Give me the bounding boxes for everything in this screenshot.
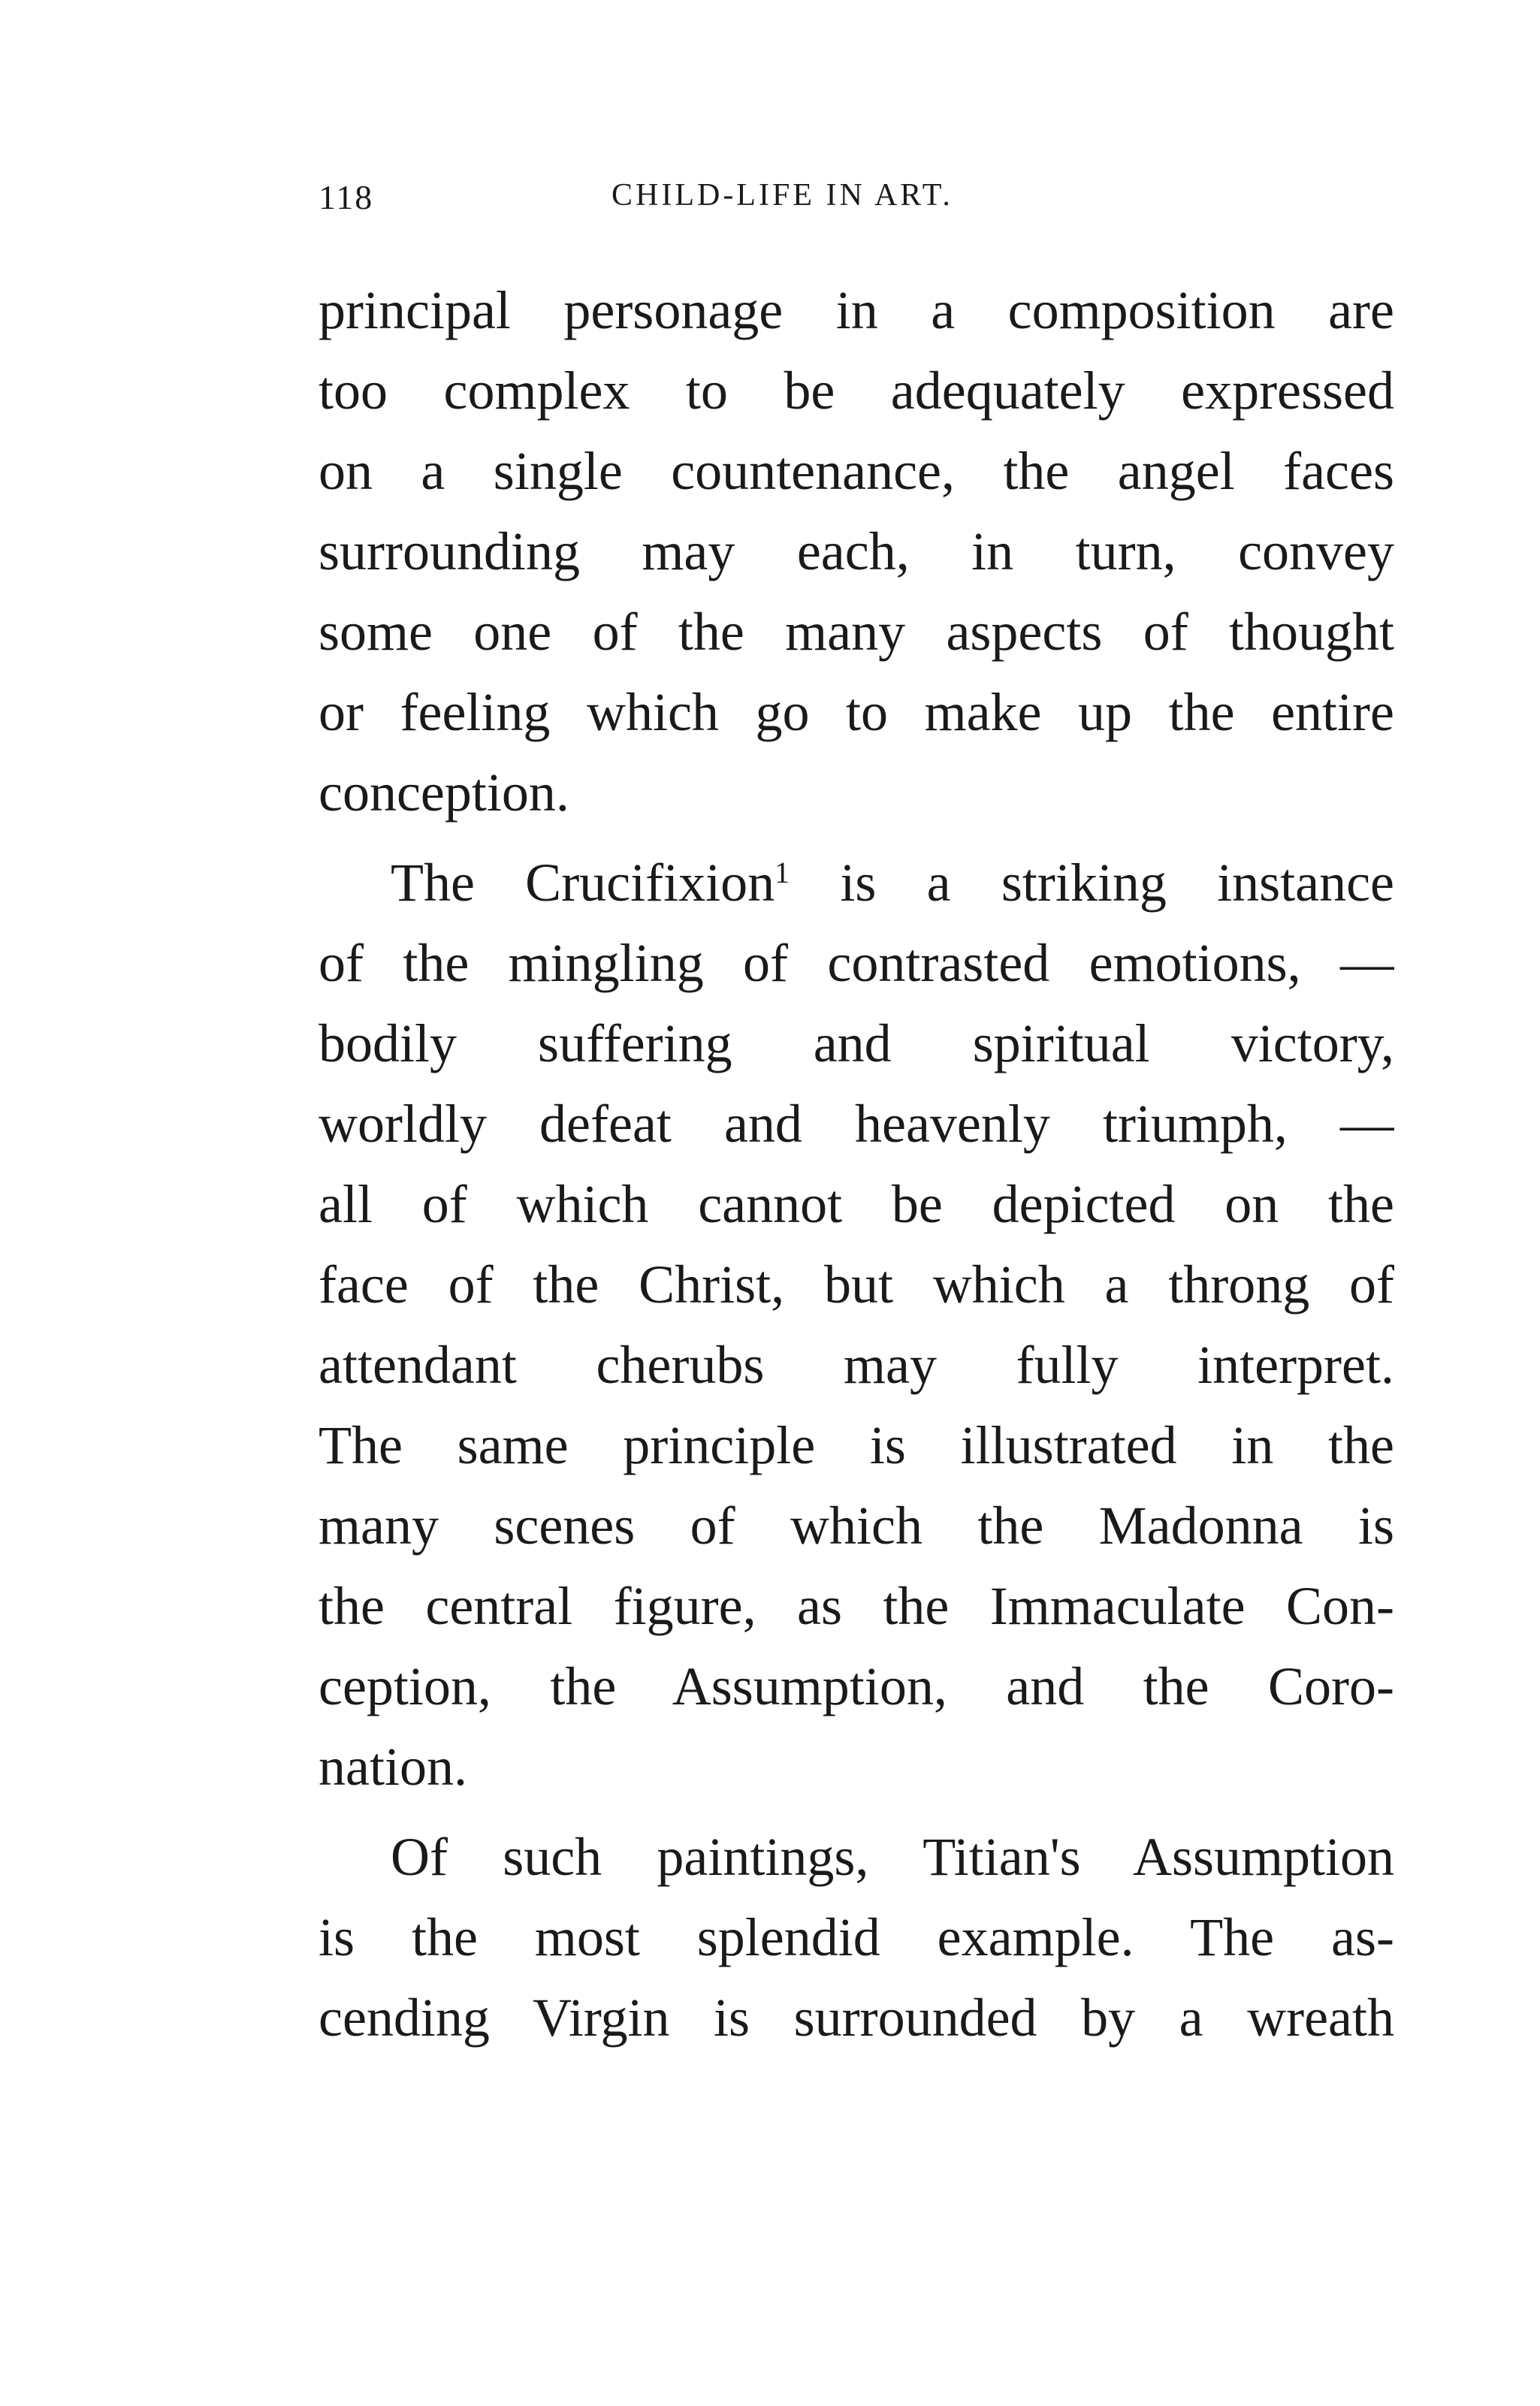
body-text <box>319 270 1394 2058</box>
text-line: surrounding may each, in turn, convey <box>319 521 1394 581</box>
paragraph-gap <box>319 833 1394 843</box>
paragraph-gap <box>319 1807 1394 1817</box>
text-line: ception, the Assumption, and the Coro- <box>319 1656 1394 1716</box>
text-line: principal personage in a composition are <box>319 280 1394 340</box>
paragraph <box>319 1817 1394 2058</box>
running-head <box>319 177 1394 222</box>
text-line: of the mingling of contrasted emotions, — <box>319 933 1394 993</box>
page-number: 118 <box>319 178 374 216</box>
text-line: some one of the many aspects of thought <box>319 602 1394 662</box>
text-span: is a striking instance <box>790 853 1394 913</box>
text-line: bodily suffering and spiritual victory, <box>319 1013 1394 1073</box>
text-span: The Crucifixion <box>391 853 775 913</box>
text-line <box>319 843 1394 923</box>
text-line: on a single countenance, the angel faces <box>319 441 1394 501</box>
text-line: too complex to be adequately expressed <box>319 361 1394 421</box>
text-line: The same principle is illustrated in the <box>319 1415 1394 1475</box>
text-line: or feeling which go to make up the entire <box>319 682 1394 742</box>
paragraph <box>319 843 1394 1807</box>
paragraph <box>319 270 1394 833</box>
text-line: many scenes of which the Madonna is <box>319 1496 1394 1556</box>
text-line: conception. <box>319 762 569 823</box>
text-line: nation. <box>319 1737 467 1797</box>
text-line: attendant cherubs may fully interpret. <box>319 1335 1394 1395</box>
text-line: Of such paintings, Titian's Assumption <box>391 1827 1394 1887</box>
text-line: is the most splendid example. The as- <box>319 1907 1394 1967</box>
text-line: all of which cannot be depicted on the <box>319 1174 1394 1234</box>
text-line: worldly defeat and heavenly triumph, — <box>319 1094 1394 1154</box>
text-line: cending Virgin is surrounded by a wreath <box>319 1988 1394 2048</box>
footnote-mark: 1 <box>775 856 790 889</box>
running-title: CHILD-LIFE IN ART. <box>611 178 953 213</box>
text-line: face of the Christ, but which a throng of <box>319 1254 1394 1315</box>
text-line: the central figure, as the Immaculate Con- <box>319 1576 1394 1636</box>
